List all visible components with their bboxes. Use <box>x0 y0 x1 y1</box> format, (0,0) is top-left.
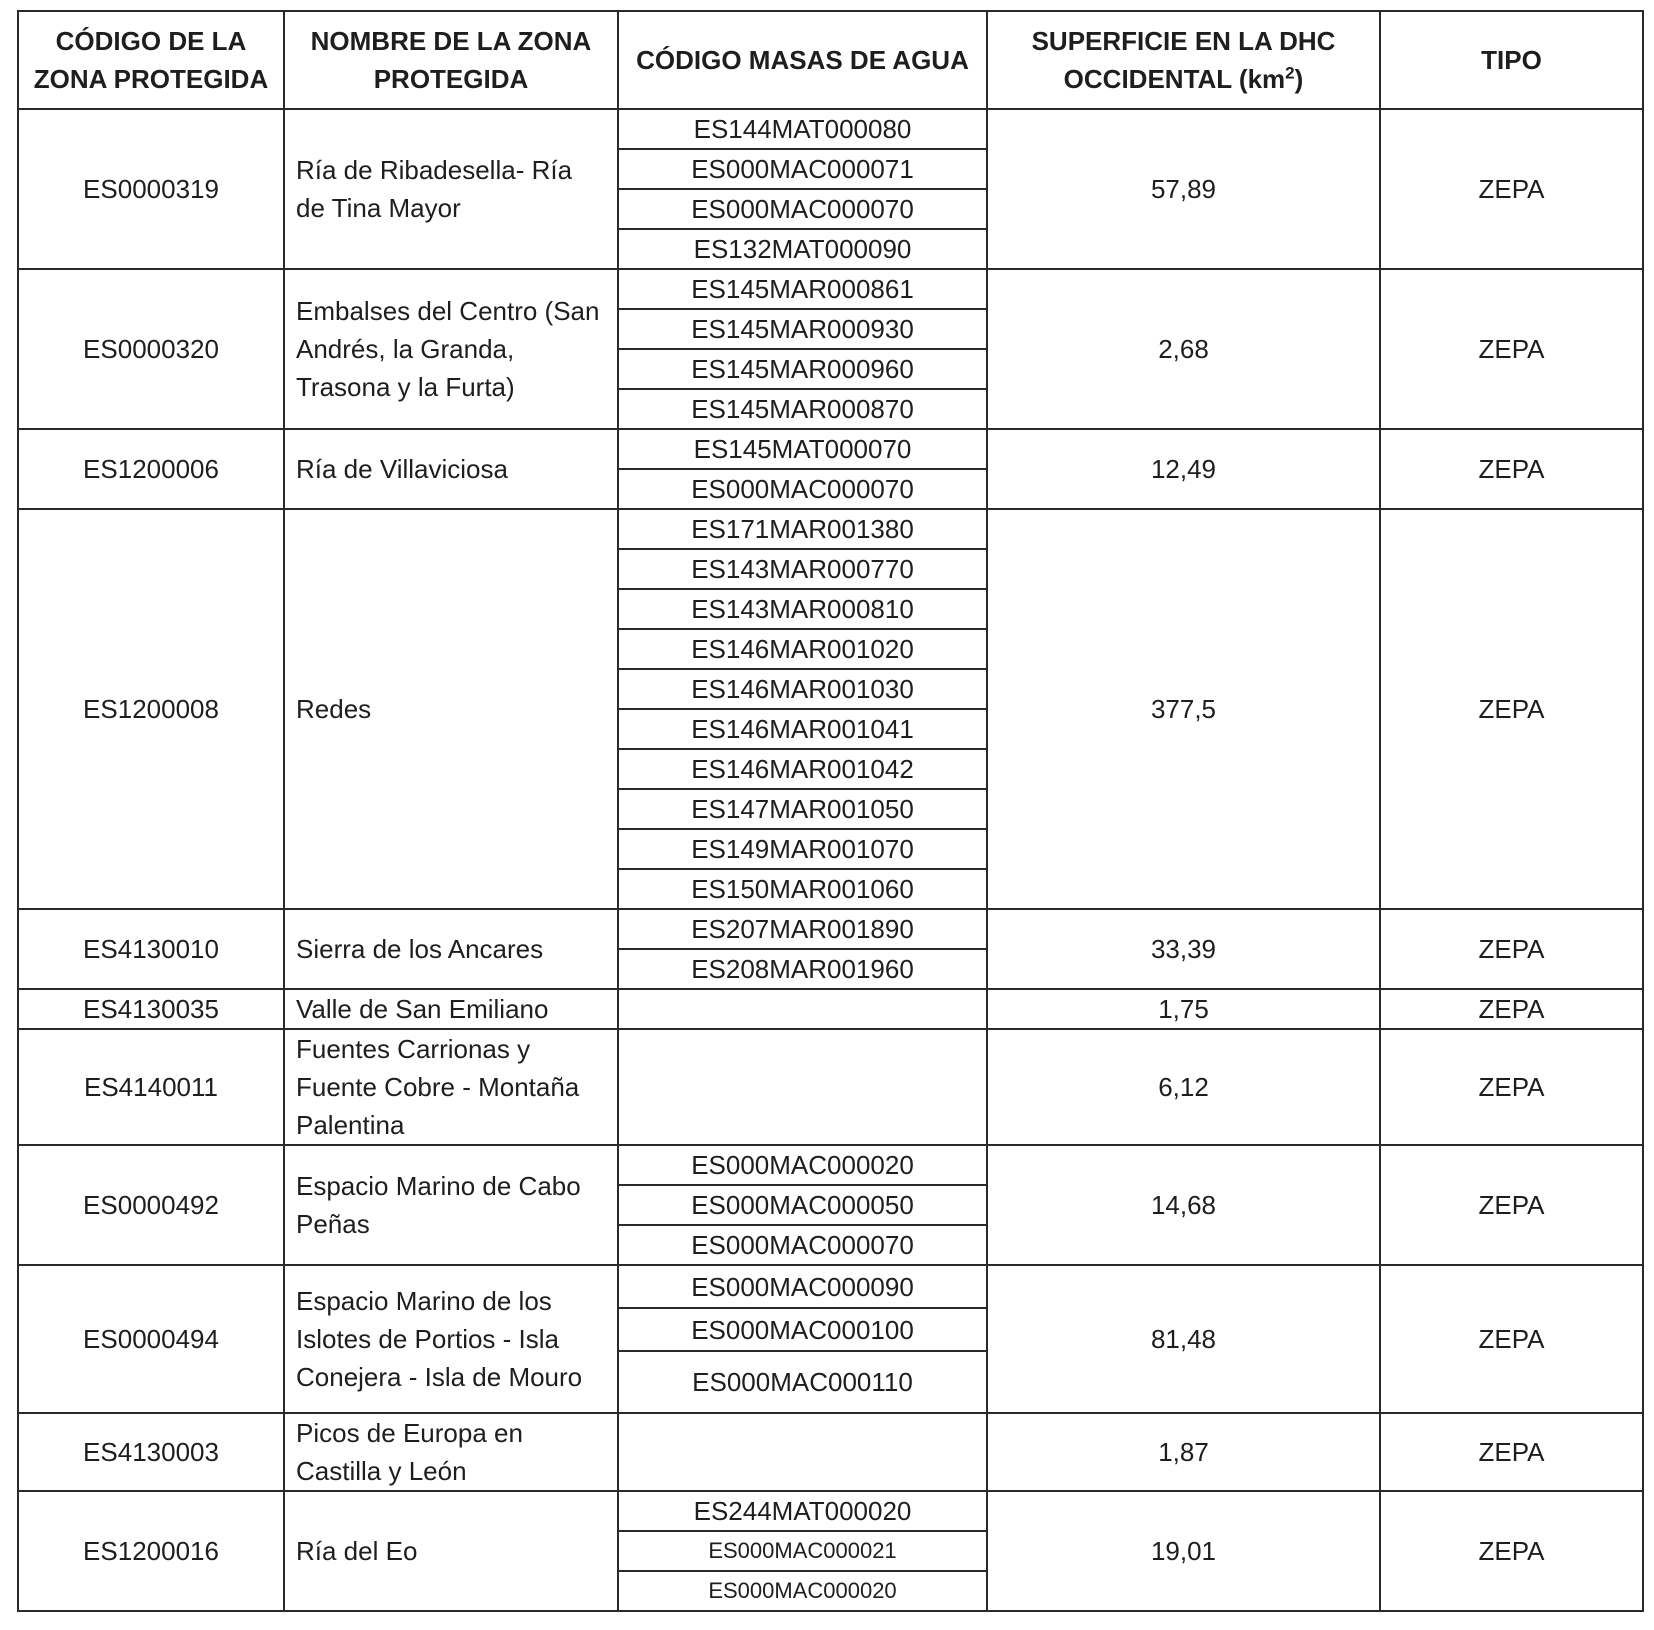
water-body-code: ES143MAR000770 <box>619 548 986 588</box>
zone-name-cell: Picos de Europa en Castilla y León <box>284 1413 618 1491</box>
header-row <box>18 11 1643 109</box>
table-row <box>18 1413 1643 1491</box>
water-body-code: ES000MAC000071 <box>619 148 986 188</box>
header-codigo-masas: CÓDIGO MASAS DE AGUA <box>618 11 987 109</box>
water-bodies-cell <box>618 509 987 909</box>
zone-code-cell: ES4130003 <box>18 1413 284 1491</box>
zone-name-cell: Espacio Marino de los Islotes de Portios - Isla Conejera - Isla de Mouro <box>284 1265 618 1413</box>
zone-code-cell: ES1200016 <box>18 1491 284 1611</box>
area-cell: 2,68 <box>987 269 1380 429</box>
zone-code-cell: ES4140011 <box>18 1029 284 1145</box>
zone-code-cell: ES0000319 <box>18 109 284 269</box>
header-nombre-zona: NOMBRE DE LA ZONA PROTEGIDA <box>284 11 618 109</box>
water-body-code: ES146MAR001041 <box>619 708 986 748</box>
area-cell: 14,68 <box>987 1145 1380 1265</box>
zone-name-cell: Fuentes Carrionas y Fuente Cobre - Montaña Palentina <box>284 1029 618 1145</box>
type-cell: ZEPA <box>1380 1491 1643 1611</box>
water-bodies-cell <box>618 429 987 509</box>
zone-code-cell: ES1200006 <box>18 429 284 509</box>
zone-name-cell: Embalses del Centro (San Andrés, la Granda, Trasona y la Furta) <box>284 269 618 429</box>
water-body-code: ES145MAR000861 <box>691 274 914 304</box>
water-body-list <box>619 1030 986 1144</box>
water-body-code: ES000MAC000020 <box>619 1570 986 1610</box>
table-row <box>18 1491 1643 1611</box>
water-body-code: ES146MAR001030 <box>619 668 986 708</box>
water-body-code: ES207MAR001890 <box>691 914 914 944</box>
type-cell: ZEPA <box>1380 1265 1643 1413</box>
zone-name-cell: Ría de Villaviciosa <box>284 429 618 509</box>
type-cell: ZEPA <box>1380 1413 1643 1491</box>
water-body-code: ES150MAR001060 <box>619 868 986 908</box>
water-body-code: ES144MAT000080 <box>693 114 912 144</box>
header-codigo-zona: CÓDIGO DE LA ZONA PROTEGIDA <box>18 11 284 109</box>
water-bodies-cell <box>618 1491 987 1611</box>
water-body-code: ES145MAT000070 <box>693 434 912 464</box>
table-row <box>18 909 1643 989</box>
water-body-code: ES147MAR001050 <box>619 788 986 828</box>
header-superficie-end: ) <box>1294 64 1304 94</box>
area-cell: 377,5 <box>987 509 1380 909</box>
zone-code-cell: ES4130010 <box>18 909 284 989</box>
water-body-code: ES171MAR001380 <box>691 514 914 544</box>
protected-zones-table <box>17 10 1644 1612</box>
water-body-code: ES000MAC000050 <box>619 1184 986 1224</box>
table-row <box>18 989 1643 1029</box>
zone-name-cell: Ría de Ribadesella- Ría de Tina Mayor <box>284 109 618 269</box>
water-body-code: ES146MAR001042 <box>619 748 986 788</box>
table-row <box>18 1029 1643 1145</box>
type-cell: ZEPA <box>1380 109 1643 269</box>
zone-name-cell: Valle de San Emiliano <box>284 989 618 1029</box>
water-body-code: ES000MAC000021 <box>619 1530 986 1570</box>
table-row <box>18 429 1643 509</box>
water-bodies-cell <box>618 269 987 429</box>
water-body-code: ES145MAR000930 <box>619 308 986 348</box>
water-bodies-cell <box>618 989 987 1029</box>
water-body-list <box>619 1146 986 1264</box>
table-row <box>18 1265 1643 1413</box>
water-bodies-cell <box>618 1265 987 1413</box>
water-body-list <box>619 1266 986 1412</box>
water-body-code: ES000MAC000070 <box>619 1224 986 1264</box>
type-cell: ZEPA <box>1380 1029 1643 1145</box>
water-body-code: ES000MAC000070 <box>619 188 986 228</box>
water-body-list <box>619 1492 986 1610</box>
water-body-code: ES244MAT000020 <box>693 1496 912 1526</box>
type-cell: ZEPA <box>1380 269 1643 429</box>
water-body-code: ES208MAR001960 <box>619 948 986 988</box>
type-cell: ZEPA <box>1380 909 1643 989</box>
zone-code-cell: ES1200008 <box>18 509 284 909</box>
table-row <box>18 269 1643 429</box>
water-body-code: ES000MAC000090 <box>691 1271 914 1302</box>
type-cell: ZEPA <box>1380 509 1643 909</box>
type-cell: ZEPA <box>1380 1145 1643 1265</box>
header-superficie-text: SUPERFICIE EN LA DHC OCCIDENTAL (km <box>1031 26 1336 94</box>
area-cell: 33,39 <box>987 909 1380 989</box>
zone-code-cell: ES0000492 <box>18 1145 284 1265</box>
table-row <box>18 1145 1643 1265</box>
zone-name-cell: Sierra de los Ancares <box>284 909 618 989</box>
zone-code-cell: ES4130035 <box>18 989 284 1029</box>
header-tipo: TIPO <box>1380 11 1643 109</box>
water-body-list <box>619 270 986 428</box>
water-body-list <box>619 1414 986 1490</box>
water-bodies-cell <box>618 1145 987 1265</box>
water-body-code: ES149MAR001070 <box>619 828 986 868</box>
water-bodies-cell <box>618 1413 987 1491</box>
water-body-code: ES145MAR000960 <box>619 348 986 388</box>
water-body-list <box>619 990 986 1028</box>
water-body-code: ES145MAR000870 <box>619 388 986 428</box>
area-cell: 81,48 <box>987 1265 1380 1413</box>
area-cell: 1,87 <box>987 1413 1380 1491</box>
header-superficie <box>987 11 1380 109</box>
water-body-list <box>619 430 986 508</box>
zone-name-cell: Ría del Eo <box>284 1491 618 1611</box>
area-cell: 19,01 <box>987 1491 1380 1611</box>
type-cell: ZEPA <box>1380 429 1643 509</box>
zone-code-cell: ES0000494 <box>18 1265 284 1413</box>
table-row <box>18 109 1643 269</box>
zone-name-cell: Espacio Marino de Cabo Peñas <box>284 1145 618 1265</box>
zone-name-cell: Redes <box>284 509 618 909</box>
water-body-code: ES000MAC000020 <box>691 1150 914 1180</box>
area-cell: 12,49 <box>987 429 1380 509</box>
water-body-code: ES000MAC000110 <box>619 1350 986 1412</box>
header-superficie-sup: 2 <box>1285 63 1295 83</box>
water-body-code: ES000MAC000100 <box>619 1307 986 1350</box>
water-bodies-cell <box>618 1029 987 1145</box>
water-bodies-cell <box>618 109 987 269</box>
area-cell: 57,89 <box>987 109 1380 269</box>
table-row <box>18 509 1643 909</box>
area-cell: 1,75 <box>987 989 1380 1029</box>
water-body-code: ES132MAT000090 <box>619 228 986 268</box>
zone-code-cell: ES0000320 <box>18 269 284 429</box>
water-body-code: ES146MAR001020 <box>619 628 986 668</box>
water-body-code: ES000MAC000070 <box>619 468 986 508</box>
water-body-code: ES143MAR000810 <box>619 588 986 628</box>
water-body-list <box>619 910 986 988</box>
area-cell: 6,12 <box>987 1029 1380 1145</box>
water-body-list <box>619 510 986 908</box>
type-cell: ZEPA <box>1380 989 1643 1029</box>
water-bodies-cell <box>618 909 987 989</box>
water-body-list <box>619 110 986 268</box>
